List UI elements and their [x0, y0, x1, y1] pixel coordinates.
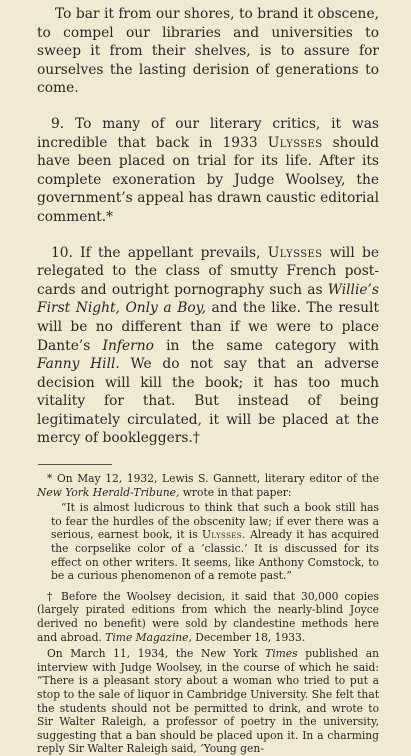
footnote-dagger-continuation	[37, 647, 379, 756]
paragraph-9-part2: should have been placed on trial for its life. After its complete exoneration by Judge Woolsey, the government’s appeal has drawn caustic editorial comment.*	[37, 134, 379, 225]
footnote-dagger-text1: † Before the Woolsey decision, it said that 30,000 copies (largely pirated editions from which the nearly-blind Joyce derived no benefit) were sold by clandestine methods here and abroad.	[37, 589, 379, 644]
footnote-dagger	[37, 590, 379, 644]
paragraph-9	[37, 115, 379, 227]
ulysses-title: Ulysses	[267, 244, 323, 261]
ulysses-title: Ulysses.	[201, 528, 246, 542]
newspaper-title: Times	[265, 647, 298, 661]
continuation-part2: published an interview with Judge Woolsey, in the course of which he said: “There is a pleasant story about a woman who tried to put a stop to the sale of liquor in Cambridge University. She felt that the students should not be permitted to drink, and wrote to Sir Walter Raleigh, a professor of poetry in the university, suggesting that a ban should be placed upon it. In a charming reply Sir Walter Raleigh said, ‘Young gen-	[37, 647, 379, 756]
paragraph-9-part1: 9. To many of our literary critics, it was incredible that back in 1933	[37, 115, 379, 151]
continuation-part1: On March 11, 1934, the New York	[47, 647, 266, 661]
footnote-star-text2: wrote in that paper:	[179, 485, 292, 499]
paragraph-10	[37, 244, 379, 449]
quote-part1: “It is almost ludicrous to think that such a book still has to fear the hurdles of the obscenity law; if ever there was a serious, earnest book, it is	[51, 501, 379, 542]
book-title-inferno: Inferno	[102, 337, 154, 354]
paragraph-10-part2: will be relegated to the class of smutty French post-cards and outright pornography such as	[37, 244, 379, 298]
footnote-star-quote	[37, 501, 379, 583]
paragraph-10-part3: and the like. The result will be no different than if we were to place Dante’s	[37, 300, 379, 354]
paragraph-10-part4: in the same category with	[153, 337, 380, 354]
paragraph-10-part1: 10. If the appellant prevails,	[51, 244, 268, 261]
paragraph-8-continuation	[37, 5, 379, 98]
book-title-willies-first-night: Willie’s First Night, Only a Boy,	[37, 281, 379, 317]
book-title-fanny-hill: Fanny Hill.	[37, 356, 120, 373]
quote-part2: Already it has acquired the corpselike color of a ‘classic.’ It is discussed for its effect on other writers. It seems, like Anthony Comstock, to be a curious phenomenon of a remote past.”	[51, 528, 380, 583]
footnote-dagger-text2: December 18, 1933.	[191, 630, 306, 644]
paragraph-10-part5: We do not say that an adverse decision will kill the book; it has too much vitality for that. But instead of being legitimately circulated, it will be placed at the mercy of bookleggers.†	[37, 356, 379, 447]
magazine-title: Time Magazine,	[105, 630, 192, 644]
footnote-star-text1: * On May 12, 1932, Lewis S. Gannett, literary editor of the	[47, 472, 379, 486]
footnote-divider	[38, 464, 112, 465]
paragraph-8-text: To bar it from our shores, to brand it obscene, to compel our libraries and universities to sweep it from their shelves, is to assure for ourselves the lasting derision of generations to come.	[37, 6, 379, 97]
ulysses-title: Ulysses	[267, 134, 323, 151]
footnote-star-intro	[37, 472, 379, 499]
newspaper-title: New York Herald-Tribune,	[37, 485, 180, 499]
